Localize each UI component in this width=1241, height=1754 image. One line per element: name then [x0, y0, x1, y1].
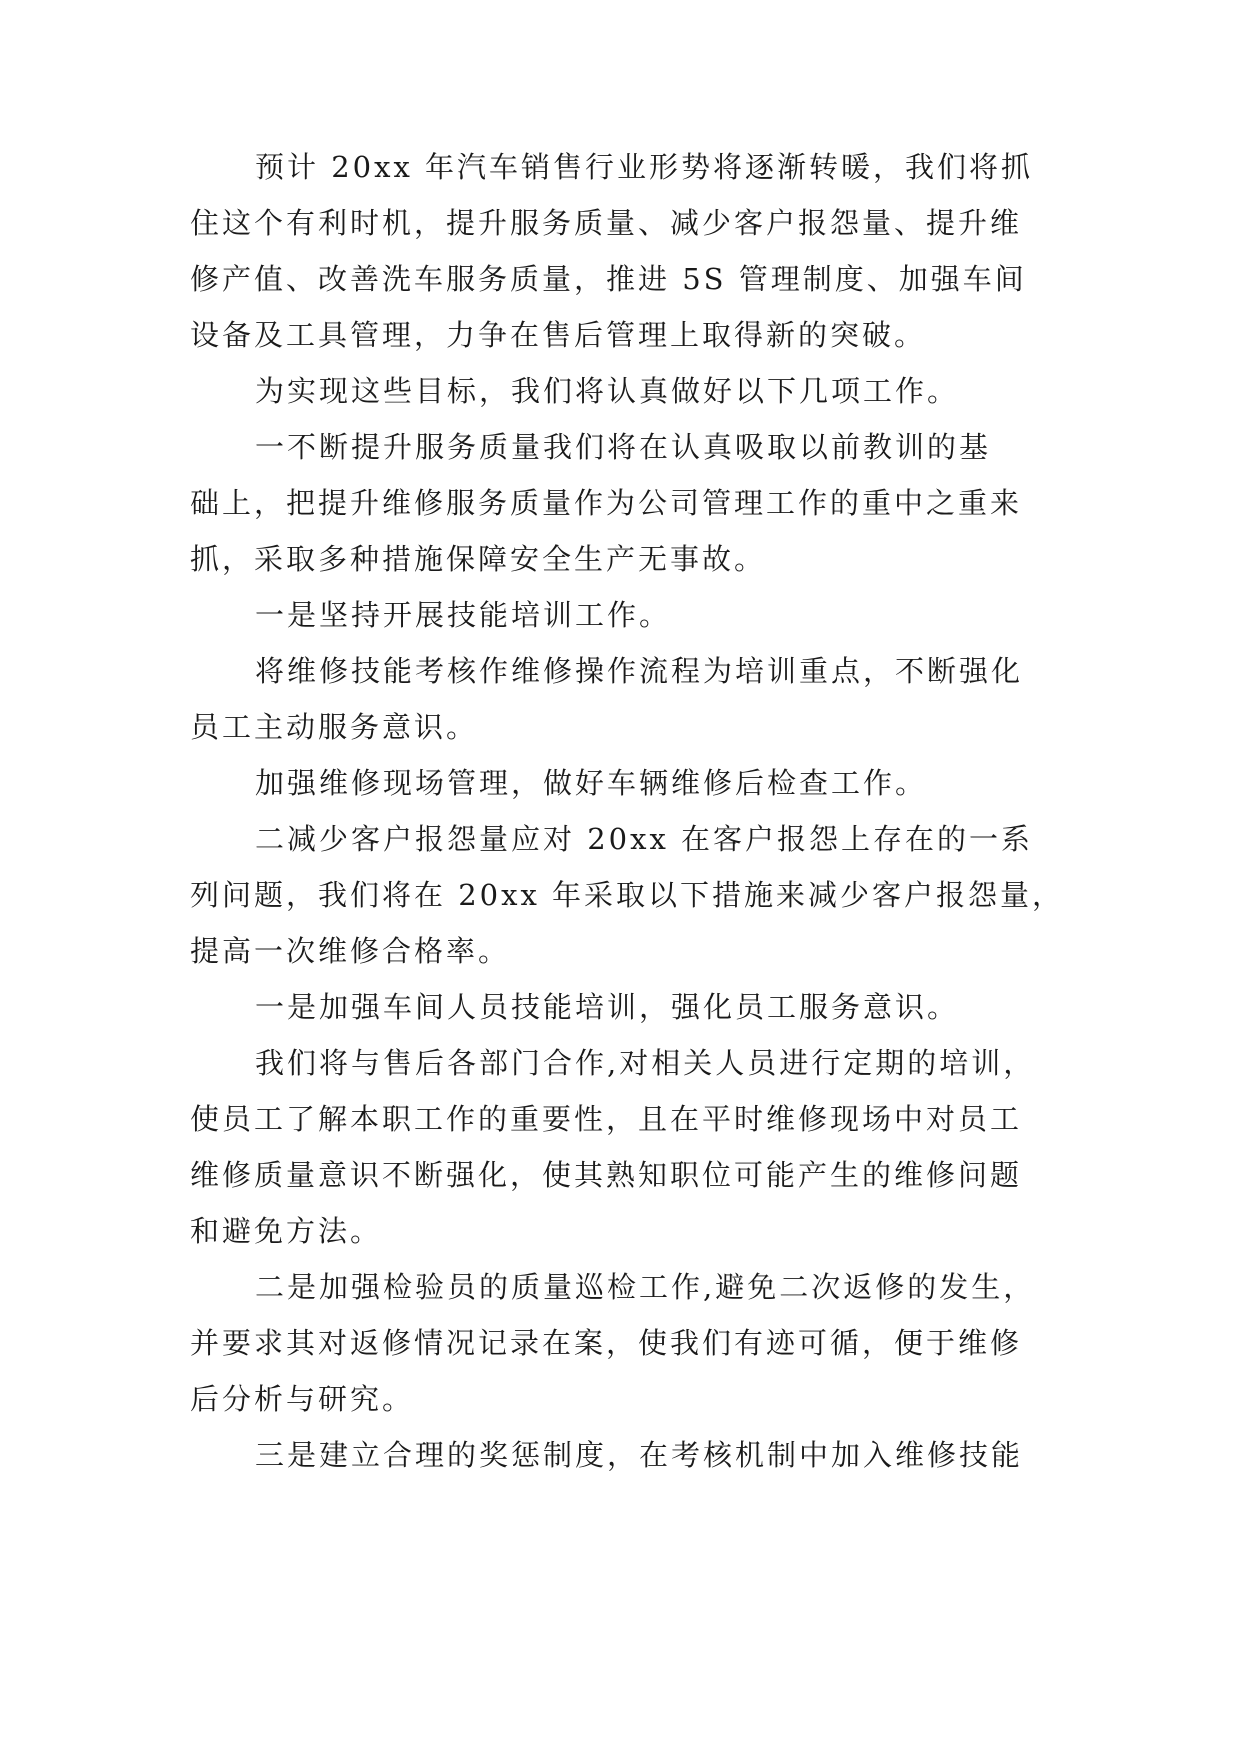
paragraph-line: 础上，把提升维修服务质量作为公司管理工作的重中之重来 — [190, 486, 1023, 520]
paragraph-line: 二是加强检验员的质量巡检工作,避免二次返修的发生， — [255, 1270, 1036, 1304]
paragraph-line: 二减少客户报怨量应对 20xx 在客户报怨上存在的一系 — [255, 822, 1034, 856]
paragraph-line: 一不断提升服务质量我们将在认真吸取以前教训的基 — [255, 430, 992, 464]
paragraph-line: 维修质量意识不断强化，使其熟知职位可能产生的维修问题 — [190, 1158, 1023, 1192]
paragraph-line: 三是建立合理的奖惩制度，在考核机制中加入维修技能 — [255, 1438, 1024, 1472]
paragraph-line: 住这个有利时机，提升服务质量、减少客户报怨量、提升维 — [190, 206, 1023, 240]
paragraph-line: 为实现这些目标，我们将认真做好以下几项工作。 — [255, 374, 960, 408]
paragraph-line: 提高一次维修合格率。 — [190, 934, 511, 968]
paragraph-line: 后分析与研究。 — [190, 1382, 415, 1416]
paragraph-line: 一是坚持开展技能培训工作。 — [255, 598, 672, 632]
paragraph-line: 一是加强车间人员技能培训，强化员工服务意识。 — [255, 990, 960, 1024]
paragraph-line: 抓，采取多种措施保障安全生产无事故。 — [190, 542, 767, 576]
paragraph-line: 和避免方法。 — [190, 1214, 383, 1248]
paragraph-line: 设备及工具管理，力争在售后管理上取得新的突破。 — [190, 318, 927, 352]
paragraph-line: 并要求其对返修情况记录在案，使我们有迹可循，便于维修 — [190, 1326, 1023, 1360]
paragraph-line: 使员工了解本职工作的重要性，且在平时维修现场中对员工 — [190, 1102, 1023, 1136]
paragraph-line: 将维修技能考核作维修操作流程为培训重点，不断强化 — [255, 654, 1024, 688]
paragraph-line: 员工主动服务意识。 — [190, 710, 479, 744]
paragraph-line: 我们将与售后各部门合作,对相关人员进行定期的培训， — [255, 1046, 1036, 1080]
paragraph-line: 预计 20xx 年汽车销售行业形势将逐渐转暖，我们将抓 — [255, 150, 1034, 184]
paragraph-line: 列问题，我们将在 20xx 年采取以下措施来减少客户报怨量， — [190, 878, 1065, 912]
paragraph-line: 加强维修现场管理，做好车辆维修后检查工作。 — [255, 766, 928, 800]
paragraph-line: 修产值、改善洗车服务质量，推进 5S 管理制度、加强车间 — [190, 262, 1027, 296]
